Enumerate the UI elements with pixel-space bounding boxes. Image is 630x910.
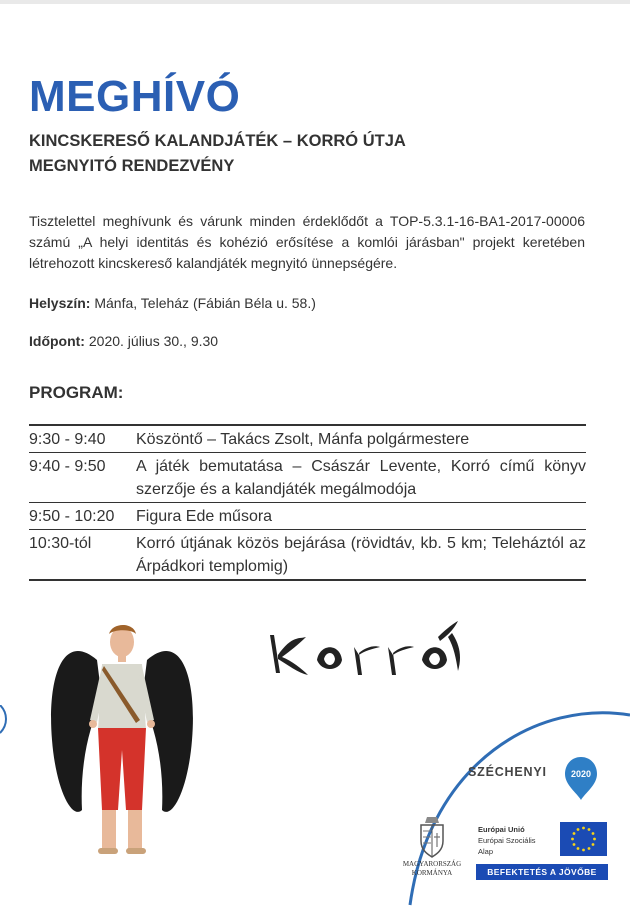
trousers-shape	[98, 728, 146, 810]
event-subtitle-line2: MEGNYITÓ RENDEZVÉNY	[29, 157, 235, 175]
program-row	[29, 426, 586, 452]
right-foot-shape	[126, 848, 146, 854]
left-wing-shape	[51, 651, 102, 812]
right-leg-shape	[128, 810, 142, 850]
government-label-line2: KORMÁNYA	[411, 869, 453, 877]
program-row	[29, 502, 586, 529]
left-leg-shape	[102, 810, 116, 850]
event-subtitle: KINCSKERESŐ KALANDJÁTÉK – KORRÓ ÚTJA	[29, 132, 406, 150]
right-wing-shape	[142, 651, 193, 812]
page-title: MEGHÍVÓ	[29, 72, 241, 121]
program-desc: Figura Ede műsora	[136, 508, 273, 525]
left-foot-shape	[98, 848, 118, 854]
hungarian-coat-of-arms-icon	[415, 815, 449, 859]
program-row	[29, 529, 586, 579]
szechenyi-year: 2020	[570, 769, 592, 779]
neck-shape	[118, 654, 126, 662]
government-label-line1: MAGYARORSZÁG	[402, 860, 462, 868]
program-time: 9:30 - 9:40	[29, 431, 106, 448]
program-desc: A játék bemutatása – Császár Levente, Korró című könyv szerzője és a kalandjáték megálmodója	[136, 458, 586, 498]
program-time: 9:40 - 9:50	[29, 458, 106, 475]
decorative-edge-arc	[0, 705, 12, 735]
program-heading: PROGRAM:	[29, 383, 124, 402]
left-hand-shape	[89, 720, 97, 728]
szechenyi-2020-pin-icon	[563, 755, 599, 801]
korro-logo	[262, 615, 472, 685]
program-desc: Köszöntő – Takács Zsolt, Mánfa polgármestere	[136, 431, 470, 448]
time-label: Időpont:	[29, 333, 85, 349]
intro-paragraph: Tisztelettel meghívunk és várunk minden érdeklődőt a TOP-5.3.1-16-BA1-2017-00006 számú „A helyi identitás és kohézió erősítése a komlói járásban" projekt keretében létrehozott kincskereső kalandjáték megnyitó ünnepségére.	[29, 213, 585, 271]
location-value: Mánfa, Teleház (Fábián Béla u. 58.)	[90, 295, 316, 311]
program-desc: Korró útjának közös bejárása (rövidtáv, kb. 5 km; Teleháztól az Árpádkori templomig)	[136, 535, 586, 575]
eu-fund-label: Európai Szociális	[478, 836, 536, 845]
top-strip	[0, 0, 630, 4]
angel-illustration	[42, 620, 202, 880]
szechenyi-label: SZÉCHENYI	[468, 765, 547, 779]
right-hand-shape	[147, 720, 155, 728]
time-line	[29, 333, 218, 349]
program-time: 10:30-tól	[29, 535, 92, 552]
eu-flag-icon	[560, 822, 607, 856]
location-label: Helyszín:	[29, 295, 91, 311]
time-value: 2020. július 30., 9.30	[84, 333, 219, 349]
eu-label: Európai Unió	[478, 825, 525, 834]
invest-banner: BEFEKTETÉS A JÖVŐBE	[476, 864, 608, 880]
program-table	[29, 424, 586, 581]
program-row	[29, 452, 586, 502]
government-label	[400, 860, 464, 878]
location-line	[29, 295, 316, 311]
eu-fund-label-line2: Alap	[478, 847, 494, 856]
program-time: 9:50 - 10:20	[29, 508, 115, 525]
